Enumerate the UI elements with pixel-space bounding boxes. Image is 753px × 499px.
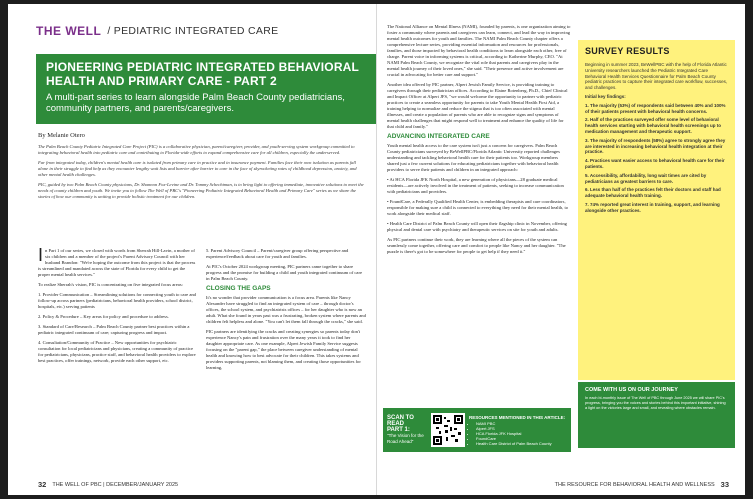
scan-caption: "The Vision for the Road Ahead" xyxy=(387,433,424,444)
magazine-logo xyxy=(36,24,101,38)
resource-item: • NAMI PBC xyxy=(476,421,571,426)
resource-item: • FoundCare xyxy=(476,436,571,441)
resources-title: RESOURCES MENTIONED IN THIS ARTICLE: xyxy=(469,414,566,420)
qr-code-icon xyxy=(433,415,463,445)
footer-text: THE RESOURCE FOR BEHAVIORAL HEALTH AND WELLNESS xyxy=(554,481,715,488)
resource-item: • Alpert JFS xyxy=(476,426,571,431)
drop-cap: I xyxy=(38,245,44,265)
finding-item: 4. Practices want easier access to behavioral health care for their patients. xyxy=(585,158,725,169)
section-subhead: CLOSING THE GAPS xyxy=(206,285,271,292)
headline: PIONEERING PEDIATRIC INTEGRATED BEHAVIORAL HEALTH AND PRIMARY CARE - PART 2 xyxy=(46,60,359,88)
finding-item: 7. 74% reported great interest in training, support, and learning alongside other practices. xyxy=(585,201,720,213)
left-page xyxy=(8,4,376,495)
qr-code[interactable] xyxy=(431,413,465,447)
body-paragraph: Youth mental health access to the care system isn't just a concern for caregivers. Palm Beach County pediatricians surveyed by BeWellPBC/Florida Atlantic University reported challenges understanding and tackling behavioral health care for their patients too. Workgroup members shared just a few current solutions for educating pediatricians together with behavioral health providers to serve their patients and children in an integrated approach: xyxy=(387,143,560,172)
intro-paragraph: PIC, guided by two Palm Beach County physicians, Dr. Shannon Fox-Levine and Dr. Tommy Schechtman, is to bring light to offering immediate, innovative solutions to meet the needs of county children and youth. We invite you to follow The Well of PBC's "Pioneering Pediatric Integrated Behavioral Health and Primary Care" series as we share the stories of how our community is uniting to provide holistic treatment for our children. xyxy=(38,182,364,199)
body-paragraph: PIC partners are identifying the cracks and creating synergies so parents today don't experience Nancy's pain and frustration over the many years it took to find her daughter appropriate care. As one example, Alpert Jewish Family Service suggests focusing on the "parent gap," the place between caregiver understanding of mental health and knowing how to best advocate for their children. This takes systems and providers supporting parents, not blaming them, and creating those opportunities for learning, xyxy=(206,329,361,370)
intro-paragraph: The Palm Beach County Pediatric Integrated Care Project (PIC) is a collaborative physician, parent/caregiver, provider, and youth-serving system workgroup committed to integrating behavioral health into pediatric care and contributing to Florida-wide efforts to expand comprehensive care for all children, especially the underserved. xyxy=(38,144,355,155)
body-text: n Part 1 of our series, we closed with words from Sherrah Hill-Lavin, a mother of six children and a member of the project's Parent Advisory Council with her husband Brandon: "We're hoping the outcome from this project is that the process is streamlined and mandated across the state of Florida for every child to get the proper mental health services." xyxy=(38,248,196,277)
section-title: / PEDIATRIC INTEGRATED CARE xyxy=(107,25,279,37)
body-paragraph: The National Alliance on Mental Illness (NAMI), founded by parents, is one organization aiming to foster a community where parents and caregivers can learn, connect, and lead the way in improving mental health outcomes for youth and families. The NAMI Palm Beach County chapter offers a comprehensive lecture series, providing essential information and resources for professionals, families, and those impacted by behavioral health conditions to learn alongside each other, free of charge. Parent voice in informing systems is critical, according to Katherine Murphy, CEO. "At NAMI Palm Beach County, we recognize the vital role that parents and caregivers play in the mental health journey of their loved ones," she said. "Their presence and active involvement are crucial in advocating for better care and support." xyxy=(387,24,571,77)
section-subhead: ADVANCING INTEGRATED CARE xyxy=(387,133,490,140)
body-paragraph: • At HCA Florida JFK North Hospital, a new generation of physicians—28 graduate medical residents—are actively involved in the treatment of patients, seeking to increase communication with pediatricians and providers. xyxy=(387,177,564,194)
intro-text xyxy=(38,144,366,204)
body-paragraph: At PIC's October 2024 workgroup meeting, PIC partners came together to share progress and the promise for building a child and youth integrated continuum of care in Palm Beach County. xyxy=(206,264,363,281)
journey-title: COME WITH US ON OUR JOURNEY xyxy=(585,387,678,393)
survey-text xyxy=(585,62,728,214)
byline: By Melanie Otero xyxy=(38,132,85,139)
left-footer xyxy=(38,480,178,489)
body-paragraph: • Health Care District of Palm Beach County will open their flagship clinic in November, offering physical and dental care with psychiatry and therapeutic services on site for youth and adults. xyxy=(387,221,567,232)
resources-list xyxy=(469,415,571,446)
scan-callout xyxy=(383,415,427,445)
page-number: 32 xyxy=(38,480,47,489)
magazine-spread xyxy=(8,4,745,495)
journey-text: In each bi-monthly issue of The Well of PBC through June 2025 we will share PIC's progress, bringing you the voices and stories behind this important initiative, shining a light on the victories large and small, and revealing where obstacles remain. xyxy=(585,396,726,410)
body-paragraph: 4. Consultation/Community of Practice – New opportunities for psychiatric consultation for local pediatricians and physicians, creating a community of practice for pediatricians, physicians, practice staff, and behavioral health providers to explore best practices, offer trainings, network, provide each other support, etc. xyxy=(38,340,196,363)
survey-title: SURVEY RESULTS xyxy=(585,46,670,56)
headline-banner xyxy=(36,54,376,124)
logo-text: THE WELL xyxy=(36,24,102,38)
body-paragraph: 3. Standard of Care/Research – Palm Beach County partner best practices within a pediatric integrated continuum of care; capturing progress and impact. xyxy=(38,324,190,335)
survey-results-box xyxy=(578,40,735,380)
resource-item: • HCA Florida JFK Hospital xyxy=(476,431,571,436)
left-column-2 xyxy=(206,248,366,375)
body-paragraph: To realize Sherrah's vision, PIC is concentrating on five integrated focus areas: xyxy=(38,282,183,287)
subheadline: A multi-part series to learn alongside Palm Beach County pediatricians, community partners, and parents/caregivers. xyxy=(46,92,345,114)
body-paragraph: 2. Policy & Procedure – Key areas for policy and procedure to address. xyxy=(38,314,169,319)
body-paragraph: Another idea offered by PIC partner, Alpert Jewish Family Service, is providing training to caregivers through their pediatrician offices. According to Elaine Rotenberg, Ph.D., Chief Clinical and Impact Officer at Alpert JFS, "we would welcome the opportunity to partner with pediatric practices to create a seamless opportunity for parents to take Youth Mental Health First Aid, a training helping to normalize and reduce the stigma that is too often associated with mental illnesses, and create a population of parents who are able to recognize signs and symptoms of mental health challenges that might respond well to treatment and enhance the quality of life for that child and family." xyxy=(387,82,568,129)
footer-text: THE WELL OF PBC | DECEMBER/JANUARY 2025 xyxy=(52,481,179,488)
finding-item: 1. The majority (53%) of respondents said between 40% and 100% of their patients present with behavioral health concerns. xyxy=(585,102,726,114)
page-number: 33 xyxy=(720,480,729,489)
body-paragraph xyxy=(38,245,196,278)
right-footer xyxy=(555,480,735,489)
finding-item: 5. Accessibility, affordability, long wait times are cited by pediatricians as greatest barriers to care. xyxy=(585,172,707,184)
journey-box xyxy=(578,382,735,448)
finding-item: 2. Half of the practices surveyed offer some level of behavioral health services starting with behavioral health screenings up to medication management and therapeutic support. xyxy=(585,117,722,134)
body-paragraph: It's no wonder that provider communication is a focus area. Parents like Nancy Alexander have struggled to find an integrated system of care – through doctor's offices, the school system, and psychiatrists offices – for her daughter who is now an adult. What she found in years past was a frustrating, broken system where parents and children felt helpless and alone. "You can't let them fall through the cracks," she said. xyxy=(206,295,366,324)
findings-label: Initial key findings: xyxy=(585,93,626,99)
finding-item: 6. Less than half of the practices felt their doctors and staff had adequate behavioral health training. xyxy=(585,187,721,199)
intro-paragraph: Far from integrated today, children's mental health care is isolated from primary care in practice and in insurance payment. Families face their own isolation as parents fall alone in their struggle to find help as they encounter lengthy wait lists and barrier after barrier to care in the face of skyrocketing rates of childhood depression, anxiety, and other mental health challenges. xyxy=(38,160,357,177)
scan-part: PART 1: xyxy=(387,427,410,433)
scan-label: SCAN TO READ xyxy=(387,415,414,427)
scan-resources-box xyxy=(383,408,571,452)
resource-item: • Health Care District of Palm Beach County xyxy=(476,441,571,446)
survey-intro: Beginning in summer 2023, BeWellPBC with the help of Florida Atlantic University researchers launched the Pediatric Integrated Care Behavioral Health Services Questionnaire for Palm Beach County pediatric practices to capture their integrated care workflow, successes, and challenges. xyxy=(585,62,728,91)
right-column-1 xyxy=(387,24,571,259)
body-paragraph: 5. Parent Advisory Council – Parent/caregiver group offering perspective and experience/feedback about care for youth and families. xyxy=(206,248,349,259)
body-paragraph: • FoundCare, a Federally Qualified Health Center, is embedding therapists and care coordinators, responsible for making sure a child is connected to everything they need for their mental health, to work alongside their medical staff. xyxy=(387,199,569,216)
left-column-1 xyxy=(38,245,196,368)
body-paragraph: 1. Provider Communication – Streamlining solutions for connecting youth to care and follow-up across partners (pediatricians, behavioral health providers, school district, hospitals, etc.) serving patients xyxy=(38,292,196,309)
page-header xyxy=(36,22,278,40)
body-paragraph: As PIC partners continue their work, they are learning where all the pieces of the system can seamlessly come together, offering care and comfort to people like Nancy and her daughter. "The puzzle is there's got to be somewhere for people to get help if they need it." xyxy=(387,237,566,254)
finding-item: 3. The majority of respondents (58%) agree to strongly agree they are interested in increasing behavioral health integration at their practice. xyxy=(585,137,726,155)
right-page xyxy=(376,4,745,495)
